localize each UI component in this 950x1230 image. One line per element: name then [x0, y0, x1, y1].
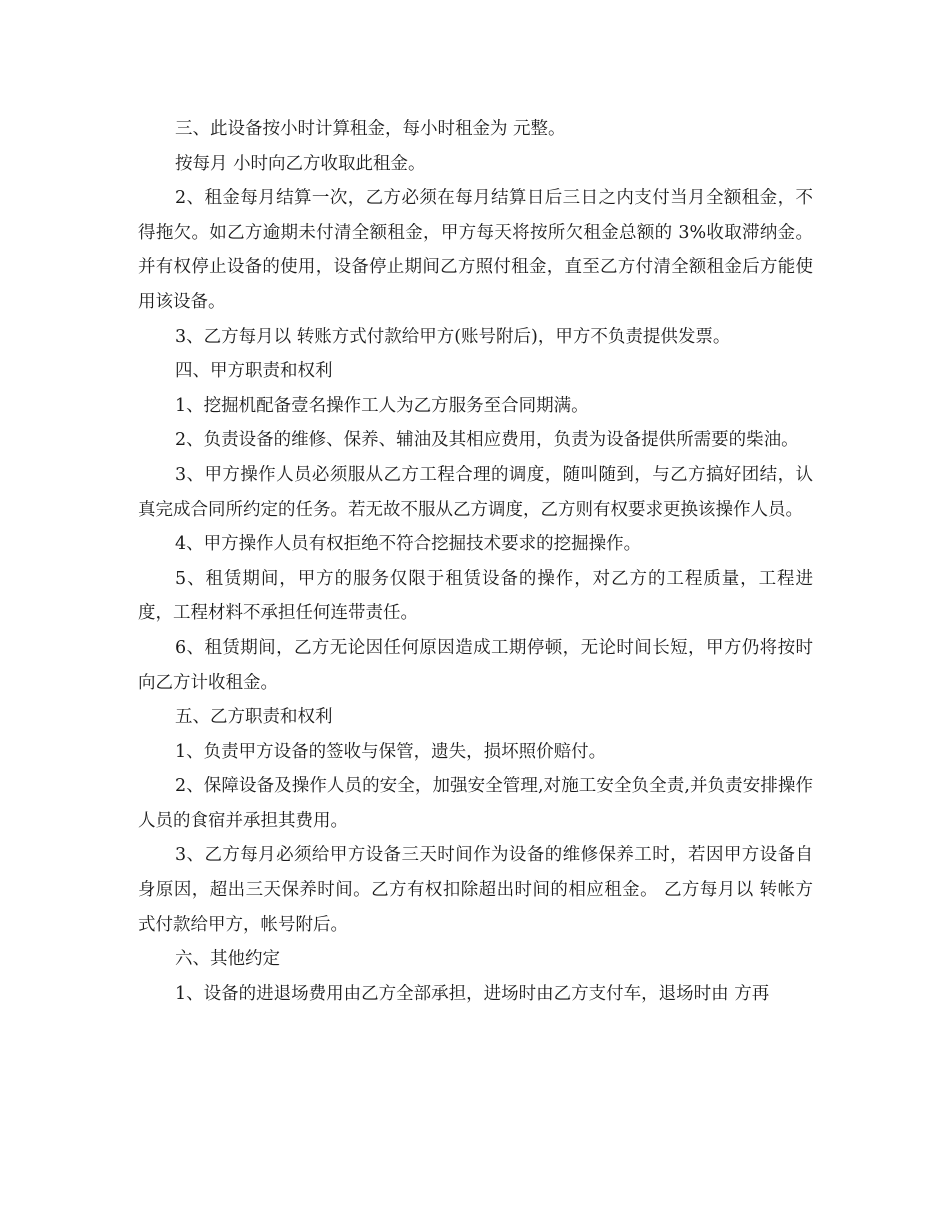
paragraph-b-item-3: 3、乙方每月必须给甲方设备三天时间作为设备的维修保养工时，若因甲方设备自身原因，超出三天保养时间。乙方有权扣除超出时间的相应租金。 乙方每月以 转帐方式付款给甲方，帐号附后。 [138, 845, 813, 935]
section-heading-party-a: 四、甲方职责和权利 [175, 361, 333, 382]
paragraph-rent-rate: 三、此设备按小时计算租金，每小时租金为 元整。 [175, 119, 566, 139]
section-heading-other: 六、其他约定 [175, 949, 280, 970]
paragraph-other-item-1: 1、设备的进退场费用由乙方全部承担，进场时由乙方支付车，退场时由 方再 [175, 983, 770, 1004]
paragraph-payment-method: 3、乙方每月以 转账方式付款给甲方(账号附后)，甲方不负责提供发票。 [175, 326, 731, 347]
paragraph-a-item-4: 4、甲方操作人员有权拒绝不符合挖掘技术要求的挖掘操作。 [175, 534, 642, 555]
paragraph-a-item-3: 3、甲方操作人员必须服从乙方工程合理的调度，随叫随到，与乙方搞好团结，认真完成合同所约定的任务。若无故不服从乙方调度，乙方则有权要求更换该操作人员。 [138, 464, 813, 520]
paragraph-a-item-5: 5、租赁期间，甲方的服务仅限于租赁设备的操作，对乙方的工程质量，工程进度，工程材料不承担任何连带责任。 [138, 568, 813, 624]
paragraph-a-item-6: 6、租赁期间，乙方无论因任何原因造成工期停顿，无论时间长短，甲方仍将按时向乙方计收租金。 [138, 637, 813, 693]
paragraph-a-item-2: 2、负责设备的维修、保养、辅油及其相应费用，负责为设备提供所需要的柴油。 [175, 430, 799, 451]
paragraph-a-item-1: 1、挖掘机配备壹名操作工人为乙方服务至合同期满。 [175, 395, 589, 416]
paragraph-monthly-hours: 按每月 小时向乙方收取此租金。 [175, 153, 426, 174]
paragraph-settlement: 2、租金每月结算一次，乙方必须在每月结算日后三日之内支付当月全额租金，不得拖欠。如乙方逾期未付清全额租金，甲方每天将按所欠租金总额的 3%收取滞纳金。并有权停止设备的使用，设备停止期间乙方照付租金，直至乙方付清全额租金后方能使用该设备。 [138, 188, 813, 312]
document-body [138, 112, 813, 1011]
section-heading-party-b: 五、乙方职责和权利 [175, 707, 333, 728]
paragraph-b-item-2: 2、保障设备及操作人员的安全，加强安全管理,对施工安全负全责,并负责安排操作人员的食宿并承担其费用。 [138, 776, 813, 831]
paragraph-b-item-1: 1、负责甲方设备的签收与保管，遗失，损坏照价赔付。 [175, 741, 607, 762]
